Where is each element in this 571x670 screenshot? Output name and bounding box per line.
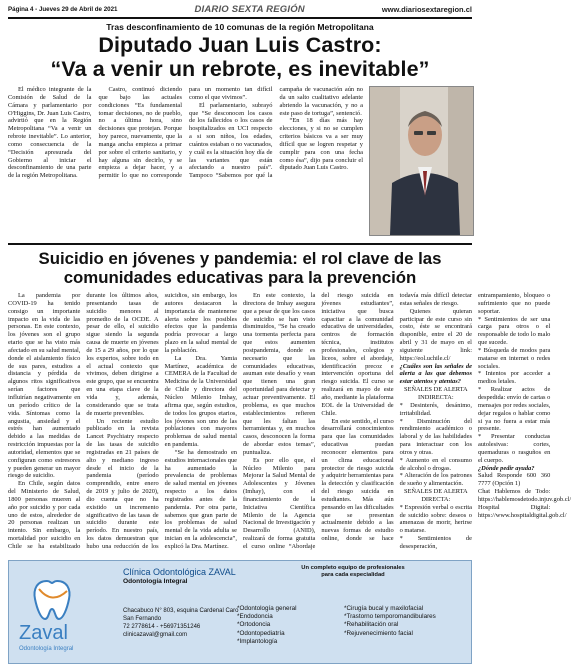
clinic-services [237, 565, 469, 661]
indirect-alert-title: SEÑALES DE ALERTA INDIRECTA: [403, 386, 468, 401]
direct-alert-item: * Sentimientos de desesperación, entrampamiento, bloqueo o sufrimiento que no puede soportar. [399, 292, 551, 550]
article2-paragraph: Es por ello que, el Núcleo Milenio para Mejorar la Salud Mental de Adolescentes y Jóvenes (Imhay), con el financiamiento de la Iniciativa Científica Milenio de la Agencia Nacional de Investigación y Desarrollo (ANID), realizará de forma gratuita el curso online “Abordaje del riesgo suicida en jóvenes estudiantes”, iniciativa que busca capacitar a la comunidad educativa de universidades, centros de formación técnica, institutos profesionales, colegios y liceos, sobre el abordaje, identificación precoz e intervención oportuna del riesgo suicida. El curso se realizará en mayo de este año, mediante la plataforma EOL de la Universidad de Chile. [242, 292, 394, 550]
service-item: * Odontopediatría [237, 630, 342, 638]
article1-paragraph: “En 18 días más hay elecciones, y si no se cumplen criterios básicos va a ser muy difícil que se logren respetar y cumplir para con una fecha como ésa”, dijo para concluir el diputado Juan Luis Castro. [279, 117, 363, 172]
article1-paragraph: Castro, continuó diciendo que bajo las actuales condiciones “Es fundamental tomar decisiones, no de pueblo, no a última hora, sino decisiones que protejan. Porque hoy parece, nuevamente, que la manga ancha empieza a primar por sobre el criterio sanitario, y hay alguna sin decirlo, y se empieza a dejar hacer, y a permitir lo que no corresponde para un momento tan difícil como el que vivimos”. [98, 86, 273, 180]
help-line: Salud Responde 600 360 7777 (Opción 1) [477, 472, 551, 488]
help-link[interactable]: Chat Hablemos de Todo: https://hablemosdetodo.injuv.gob.cl/ [477, 488, 571, 503]
page-date: Página 4 - Jueves 29 de Abril de 2021 [8, 5, 118, 13]
direct-alert-item: * Presentar conductas autolesivas: cortes, quemaduras o rasguños en el cuerpo. [477, 433, 551, 464]
service-item: * Ortodoncia [237, 621, 342, 629]
service-item: * Odontología general [237, 605, 342, 613]
zaval-logo-text: Zaval [19, 622, 68, 644]
article2-paragraph: En este sentido, el curso desarrollará conocimientos para que las comunidades educativas puedan reconocer elementos para un clima educacional protector de riesgo suicida y adquirir herramientas para la detección y clasificación del riesgo suicida en estudiantes. Más aún pensando en las dificultades que se presentan actualmente debido a las nuevas formas de estudio online, donde se hace todavía más difícil detectar estas señales de riesgo. [321, 292, 472, 543]
direct-alert-title: SEÑALES DE ALERTA DIRECTA: [403, 488, 468, 503]
indirect-alert-item: * Desinterés, desánimo, irritabilidad. [399, 401, 472, 417]
direct-alert-item: * Expresión verbal o escrita de suicidio sobre: deseos o amenazas de morir, herirse o matarse. [399, 503, 472, 535]
article1-paragraph: El parlamentario, subrayó que “Se desconocen los casos de los fallecidos o los casos de hospitalizados en UCI respecto a si son niños, los edades, cuántos estaban o no vacunados, y cuál es la situación hoy día de las variantes que están afectando a nuestro país”. Tampoco “Sabemos por qué la campaña de vacunación aún no da un salto cualitativo adelante abriendo la vacunación, y no a este paso de tortuga”, sentenció. [189, 86, 363, 180]
help-link[interactable]: Hospital Digital: https://www.hospitaldigital.gob.cl/ [477, 503, 567, 519]
direct-alert-item: * Realizar actos de despedida: envío de cartas o mensajes por redes sociales, dejar regalos o hablar como si ya no fuera a estar más presente. [477, 386, 551, 433]
indirect-alert-item: * Disminución del rendimiento académico o laboral y de las habilidades para interactuar con los otros y otras. [399, 417, 472, 456]
article2-paragraph: La Dra. Yamia Martínez, académica de CEMERA de la Facultad de Medicina de la Universidad de Chile y directora del Núcleo Milenio Imhay, afirma que, según estudios, de todos los grupos etarios, los jóvenes son uno de las poblaciones con mayores problemas de salud mental en pandemia. [164, 354, 237, 449]
clinic-contact: Chacabuco N° 803, esquina Cardenal Caro San Fernando 72 2778614 - +56971351246 clinicazaval@gmail.com [123, 608, 239, 638]
article1-paragraph: El médico integrante de la Comisión de Salud de la Cámara y parlamentario por O'Higgins, Dr. Juan Luis Castro, advirtió que en la Región Metropolitana “Va a venir un rebrote inevitable”. Lo anterior, como consecuencia de la “Decisión apresurada del Gobierno al iniciar el desconfinamiento de una parte de la región Metropolitana. [8, 86, 92, 180]
services-list [237, 605, 469, 646]
alert-signs-subhead: ¿Cuáles son las señales de alerta a las que debemos estar atentos y atentas? [399, 362, 472, 386]
indirect-alert-item: * Aumento en el consumo de alcohol o drogas. [399, 456, 472, 472]
deputy-portrait-photo [369, 86, 474, 236]
clinic-subtitle: Odontología Integral [123, 578, 188, 585]
indirect-alert-item: * Alteración de los patrones de sueño y alimentación. [399, 472, 472, 488]
article2-paragraph: Quienes quieran participar de este curso sin costo, éste se encontrará disponible, entre el 20 de abril y 31 de mayo en el siguiente link: https://eol.uchile.cl/ [399, 307, 472, 362]
article1-body [8, 86, 363, 256]
page-header [8, 2, 472, 16]
article1-headline: Diputado Juan Luis Castro: “Va a venir un rebrote, es inevitable” [50, 33, 430, 81]
article2-paragraph: La pandemia por COVID-19 ha tenido consigo un importante impacto en la vida de las personas. En este contexto, los jóvenes son el grupo etario que se ha visto más afectado en su salud mental, donde el aislamiento físico de sus pares, estudios a distancia y pérdida de algunos ritos significativos serían factores que influirían negativamente en un período crítico de la vida. Síntomas como la angustia, ansiedad y el estrés han aumentado debido a las medidas de restricción impuestas por la autoridad, elementos que se configuran como estresores y pueden generar un mayor riesgo de suicidio. [8, 292, 81, 480]
zaval-logo [17, 575, 117, 655]
article2-paragraph: Un reciente estudio publicado en la revista Lancet Psychiatry respecto de las tasas de suicidio registradas en 21 países de alto y mediano ingreso desde el inicio de la pandemia (período comprendido, entre enero de 2019 y julio de 2020), dio cuenta que no ha existido un incremento significativo de las tasas de suicidio durante este período. En nuestro país, los datos demuestran que hubo una reducción de los suicidios, sin embargo, los autores destacaron la importancia de mantenerse alerta sobre los posibles efectos que la pandemia podría provocar a largo plazo en la salud mental de la población. [86, 292, 237, 550]
help-title: ¿Dónde pedir ayuda? [477, 464, 535, 472]
article2-paragraph: En Chile, según datos del Ministerio de Salud, 1800 personas mueren al año por suicidio y por cada uno de estos, alrededor de 20 personas realizan un intento. Sin embargo, la mortalidad por suicidio en Chile se ha estabilizado durante los últimos años, presentando tasas de suicidio menores al promedio de la OCDE. A pesar de ello, el suicidio sigue siendo la segunda causa de muerte en jóvenes de 15 a 29 años, por lo que los expertos, sobre todo en el actual contexto que vivimos, deben dirigirse a este grupo, que se encuentra en una etapa clave de la vida y, además, considerando que se trata de muerte prevenibles. [8, 292, 159, 550]
zaval-logo-subtext: Odontología Integral [19, 646, 74, 652]
article2-body [8, 292, 571, 555]
service-item: * Cirugía bucal y maxilofacial [344, 605, 469, 613]
services-headline: Un completo equipo de profesionales para cada especialidad [301, 565, 405, 578]
direct-alert-item: * Sentimientos de ser una carga para otros o el responsable de todo lo malo que sucede. [477, 315, 551, 347]
service-item: * Rehabilitación oral [344, 621, 469, 629]
services-column-right [344, 605, 469, 646]
header-rule [8, 17, 472, 19]
service-item: * Trastorno temporomandibulares [344, 613, 469, 621]
article-separator [8, 243, 472, 245]
newspaper-name: DIARIO SEXTA REGIÓN [194, 3, 305, 15]
article2-headline: Suicidio en jóvenes y pandemia: el rol clave de las comunidades educativas para la prevención [38, 249, 442, 287]
direct-alert-item: * Intentos por acceder a medios letales. [477, 370, 551, 386]
clinic-name: Clínica Odontológica ZAVAL [123, 567, 236, 577]
article2-paragraph: “Se ha demostrado en estudios internacionales que ha aumentado la prevalencia de problemas de salud mental en jóvenes respecto a los datos registrados antes de la pandemia. Por otra parte, sabemos que gran parte de los problemas de salud mental de la vida adulta se inician en la adolescencia”, explicó la Dra. Martínez. [164, 448, 237, 550]
services-column-left [237, 605, 342, 646]
dental-clinic-ad[interactable] [8, 560, 472, 664]
service-item: * Implantología [237, 638, 342, 646]
service-item: * Endodoncia [237, 613, 342, 621]
article1-kicker: Tras desconfinamiento de 10 comunas de la región Metropolitana [106, 22, 374, 32]
service-item: * Rejuvenecimiento facial [344, 630, 469, 638]
direct-alert-item: * Búsqueda de modos para matarse en internet o redes sociales. [477, 346, 551, 370]
article2-paragraph: En este contexto, la directora de Imhay asegura que a pesar de que los casos de suicidio se han visto disminuidos, “Se ha creado una tormenta perfecta para que estos aumenten postpandemia, donde es necesario que las comunidades educativas, asuman este desafío y vean que tienen una gran oportunidad para detectar y actuar preventivamente. El problema, es que muchos establecimientos refieren que les faltan las herramientas y, en muchos casos, desconocen la forma de abordar estos temas”, puntualiza. [242, 292, 316, 456]
website-link[interactable]: www.diariosextaregion.cl [381, 4, 472, 14]
